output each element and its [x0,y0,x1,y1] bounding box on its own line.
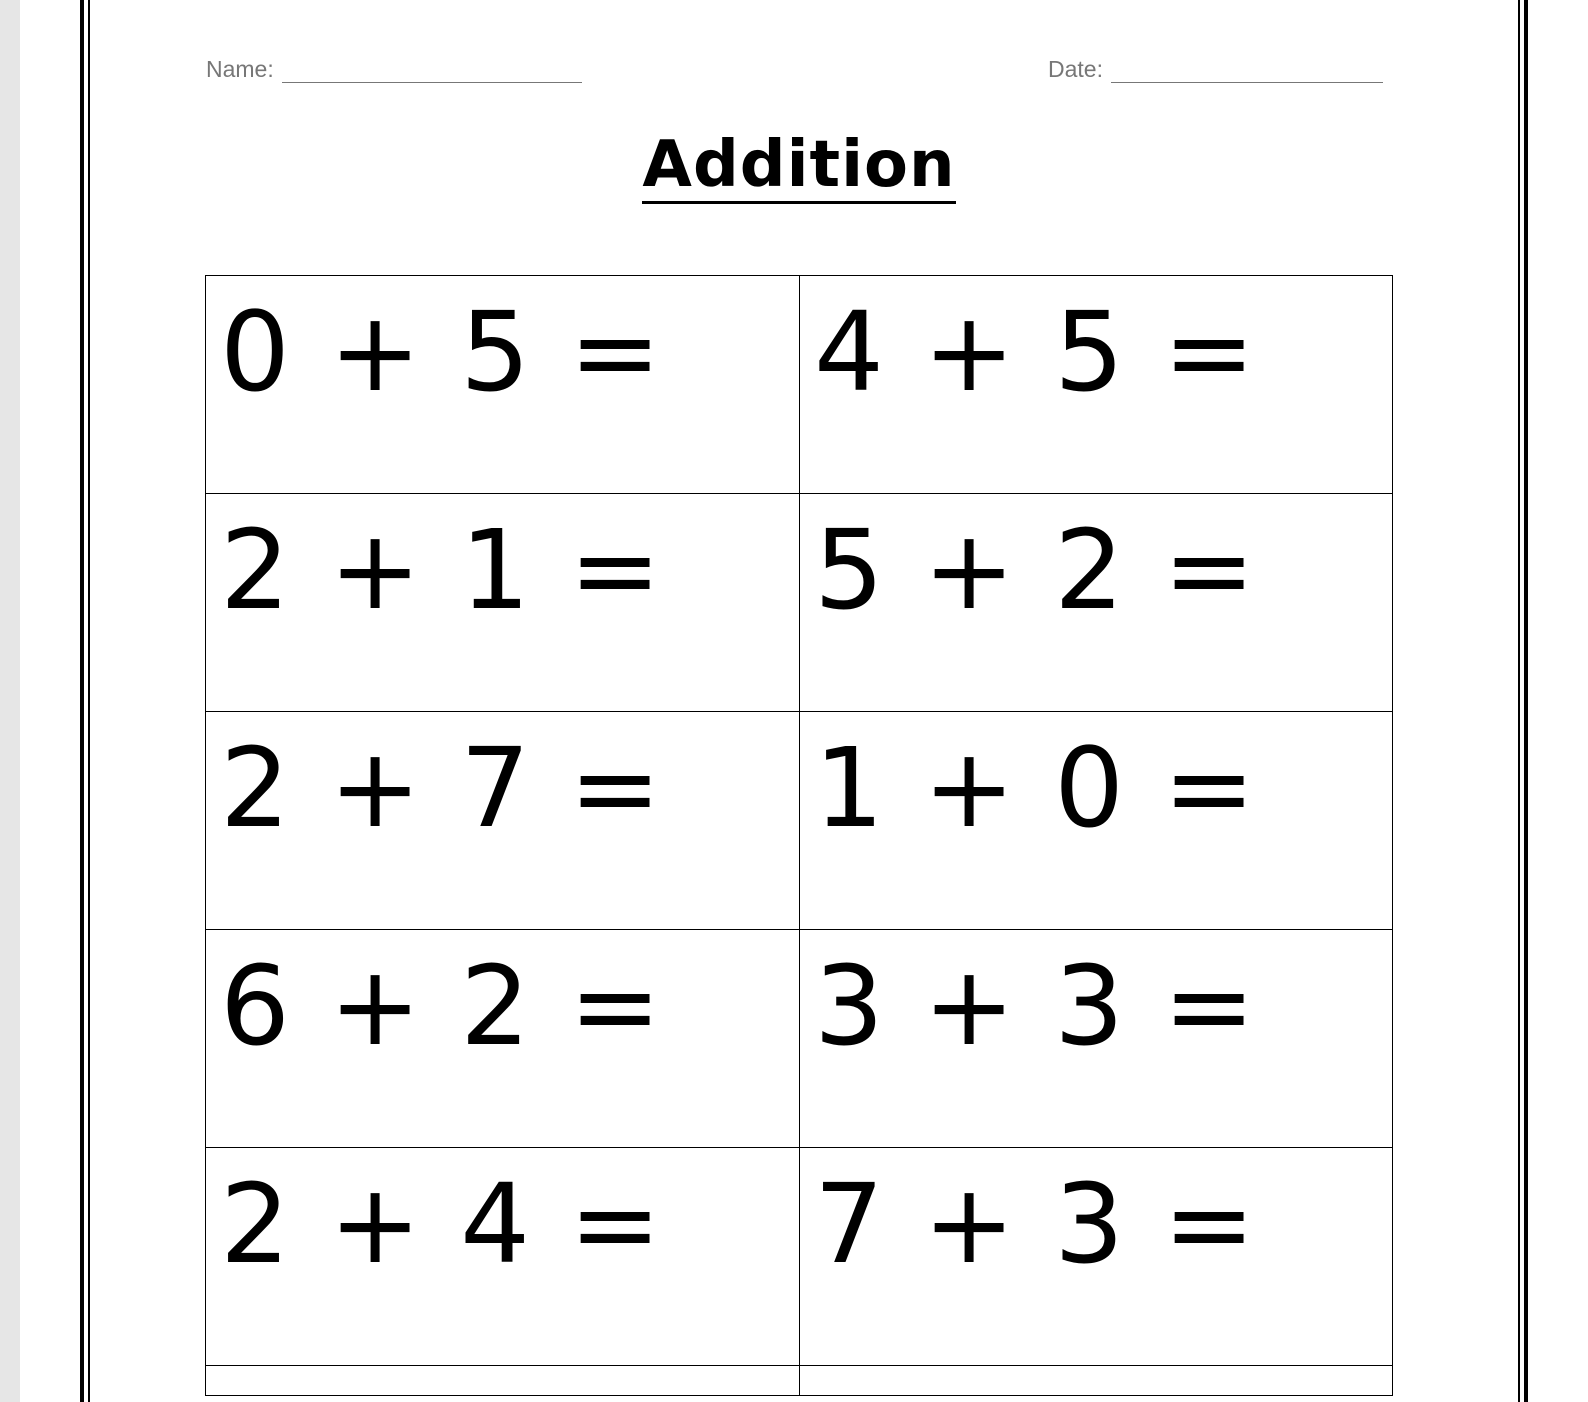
table-row [206,712,1393,930]
problem-cell [206,1148,800,1366]
problem-cell [206,712,800,930]
problem-text: 2 + 4 = [220,1160,664,1288]
name-field [206,56,582,83]
problem-cell [206,1366,800,1396]
name-blank-line [282,60,582,83]
page-title-wrap [20,128,1578,204]
problem-text: 0 + 5 = [220,288,664,416]
problem-text: 2 + 1 = [220,506,664,634]
page-title: Addition [642,128,956,202]
problem-text: 5 + 2 = [814,506,1258,634]
problem-text: 4 + 5 = [814,288,1258,416]
table-row [206,1148,1393,1366]
problem-cell [206,494,800,712]
problem-cell [206,276,800,494]
problem-cell [800,276,1393,494]
table-row [206,494,1393,712]
problems-table [205,275,1393,1396]
date-field [1048,56,1383,83]
name-label: Name: [206,56,274,82]
table-row [206,930,1393,1148]
table-row [206,1366,1393,1396]
date-label: Date: [1048,56,1103,82]
problem-cell [206,930,800,1148]
problem-text: 7 + 3 = [814,1160,1258,1288]
problem-cell [800,494,1393,712]
table-row [206,276,1393,494]
problem-cell [800,712,1393,930]
problem-text: 6 + 2 = [220,942,664,1070]
problem-text: 3 + 3 = [814,942,1258,1070]
date-blank-line [1111,60,1383,83]
problem-text: 2 + 7 = [220,724,664,852]
viewer-gutter [0,0,20,1402]
problem-text: 1 + 0 = [814,724,1258,852]
worksheet-page [20,0,1588,1402]
problem-cell [800,1148,1393,1366]
problem-cell [800,930,1393,1148]
problem-cell [800,1366,1393,1396]
